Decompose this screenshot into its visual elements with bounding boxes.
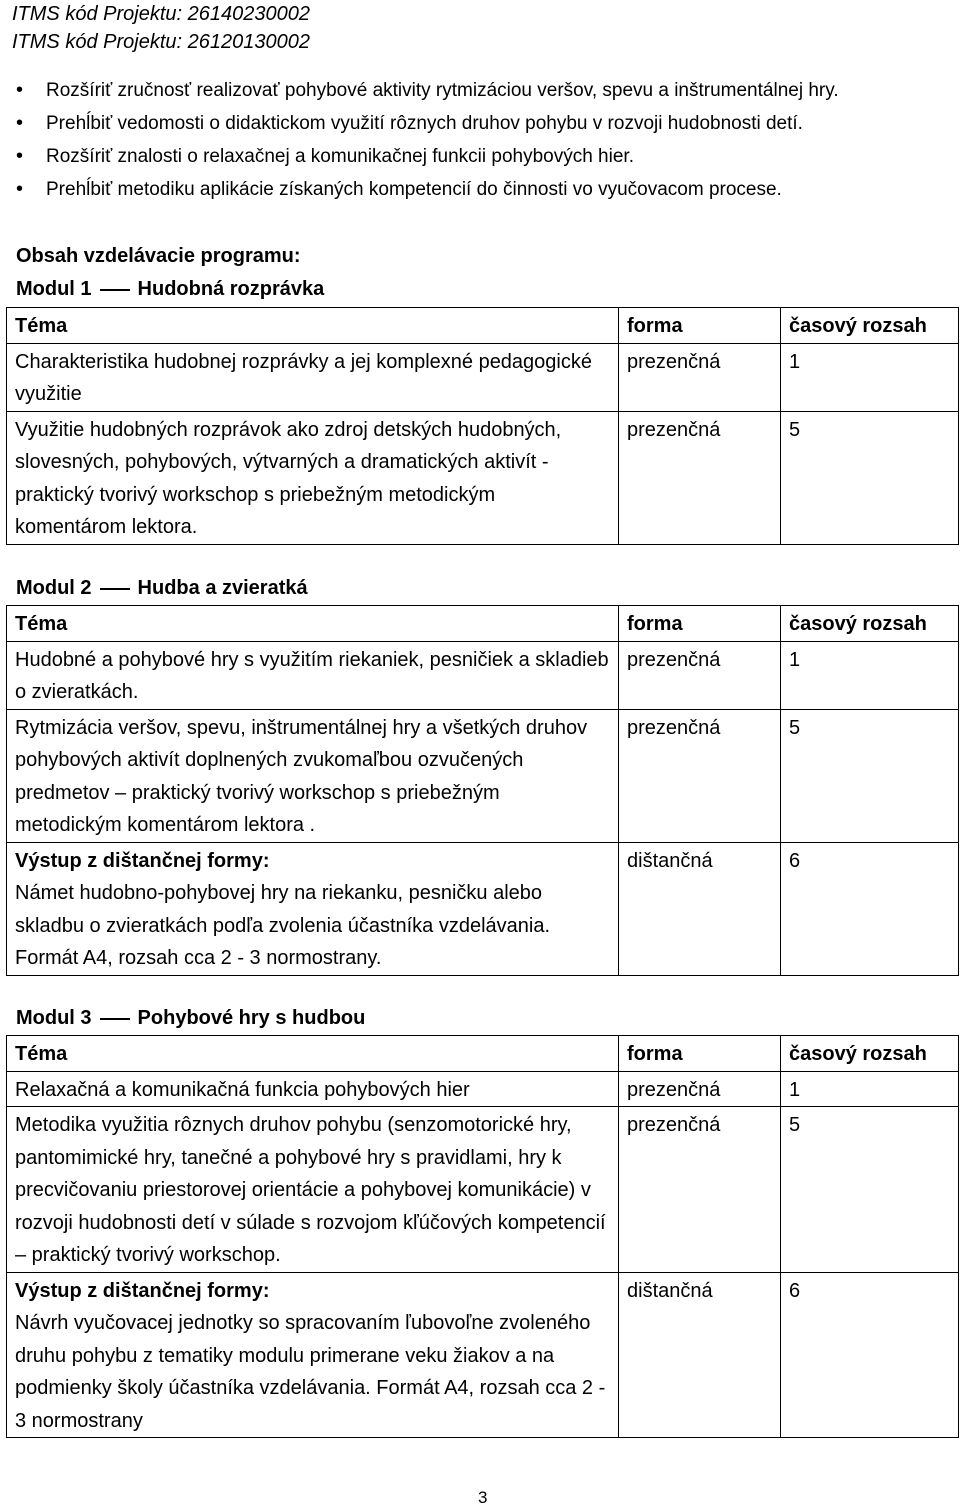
topic-cell: Rytmizácia veršov, spevu, inštrumentálnej hry a všetkých druhov pohybových aktivít doplnených zvukomaľbou ozvučených predmetov – praktický tvorivý workschop s priebežným metodickým komentárom lektora . [7,709,619,842]
form-cell: prezenčná [619,641,781,709]
module-1-title [16,275,324,303]
table-row [7,343,959,411]
goal-item: • Prehĺbiť metodiku aplikácie získaných kompetencií do činnosti vo vyučovacom procese. [0,173,950,206]
module-1-table [6,307,959,545]
topic-cell: Metodika využitia rôznych druhov pohybu (senzomotorické hry, pantomimické hry, tanečné a pohybové hry s pravidlami, hry k precvičovaniu priestorovej orientácie a pohybovej komunikácie) v rozvoji hudobnosti detí v súlade s rozvojom kľúčových kompetencií – praktický tvorivý workschop. [7,1107,619,1273]
dash-separator [100,289,130,291]
hours-cell: 1 [781,343,959,411]
col-form-header: forma [619,1036,781,1072]
module-2-title [16,574,308,602]
dash-separator [100,588,130,590]
col-topic-header: Téma [7,1036,619,1072]
table-row [7,1071,959,1107]
topic-cell: Hudobné a pohybové hry s využitím riekaniek, pesničiek a skladieb o zvieratkách. [7,641,619,709]
goal-item: • Rozšíriť zručnosť realizovať pohybové aktivity rytmizáciou veršov, spevu a inštrumentálnej hry. [0,74,950,107]
table-row [7,842,959,975]
col-hours-header: časový rozsah [781,308,959,344]
module-3-table [6,1035,959,1438]
topic-cell: Relaxačná a komunikačná funkcia pohybových hier [7,1071,619,1107]
distance-output-heading: Výstup z dištančnej formy: [15,849,270,872]
hours-cell: 5 [781,1107,959,1273]
hours-cell: 1 [781,641,959,709]
form-cell: prezenčná [619,709,781,842]
module-name: Pohybové hry s hudbou [137,1007,366,1029]
table-row [7,1107,959,1273]
col-form-header: forma [619,308,781,344]
hours-cell: 6 [781,1272,959,1438]
goal-item: • Prehĺbiť vedomosti o didaktickom využití rôznych druhov pohybu v rozvoji hudobnosti detí. [0,107,950,140]
hours-cell: 5 [781,411,959,544]
dash-separator [100,1018,130,1020]
table-row [7,411,959,544]
page-number: 3 [478,1488,488,1507]
table-row [7,641,959,709]
module-2-table [6,605,959,976]
form-cell: prezenčná [619,1071,781,1107]
module-label: Modul 2 [16,577,92,599]
table-row [7,709,959,842]
table-header-row [7,1036,959,1072]
col-hours-header: časový rozsah [781,606,959,642]
project-code-line-1: ITMS kód Projektu: 26140230002 [12,3,310,25]
topic-cell: Charakteristika hudobnej rozprávky a jej komplexné pedagogické využitie [7,343,619,411]
topic-cell [7,842,619,975]
col-topic-header: Téma [7,606,619,642]
hours-cell: 5 [781,709,959,842]
goals-list [0,74,950,206]
col-topic-header: Téma [7,308,619,344]
module-label: Modul 1 [16,278,92,300]
module-label: Modul 3 [16,1007,92,1029]
hours-cell: 6 [781,842,959,975]
topic-cell: Využitie hudobných rozprávok ako zdroj detských hudobných, slovesných, pohybových, výtvarných a dramatických aktivít - praktický tvorivý workschop s priebežným metodickým komentárom lektora. [7,411,619,544]
distance-output-heading: Výstup z dištančnej formy: [15,1279,270,1302]
form-cell: prezenčná [619,343,781,411]
table-header-row [7,308,959,344]
project-code-line-2: ITMS kód Projektu: 26120130002 [12,31,310,53]
table-row [7,1272,959,1438]
col-form-header: forma [619,606,781,642]
goal-item: • Rozšíriť znalosti o relaxačnej a komunikačnej funkcii pohybových hier. [0,140,950,173]
topic-text: Návrh vyučovacej jednotky so spracovaním ľubovoľne zvoleného druhu pohybu z tematiky modulu primerane veku žiakov a na podmienky školy účastníka vzdelávania. Formát A4, rozsah cca 2 - 3 normostrany [15,1312,606,1432]
col-hours-header: časový rozsah [781,1036,959,1072]
form-cell: dištančná [619,842,781,975]
form-cell: prezenčná [619,411,781,544]
form-cell: dištančná [619,1272,781,1438]
topic-text: Námet hudobno-pohybovej hry na riekanku, pesničku alebo skladbu o zvieratkách podľa zvolenia účastníka vzdelávania. Formát A4, rozsah cca 2 - 3 normostrany. [15,882,551,969]
topic-cell [7,1272,619,1438]
table-header-row [7,606,959,642]
module-3-title [16,1004,365,1032]
module-name: Hudba a zvieratká [137,577,308,599]
module-name: Hudobná rozprávka [137,278,325,300]
form-cell: prezenčná [619,1107,781,1273]
hours-cell: 1 [781,1071,959,1107]
section-title: Obsah vzdelávacie programu: [16,245,301,267]
